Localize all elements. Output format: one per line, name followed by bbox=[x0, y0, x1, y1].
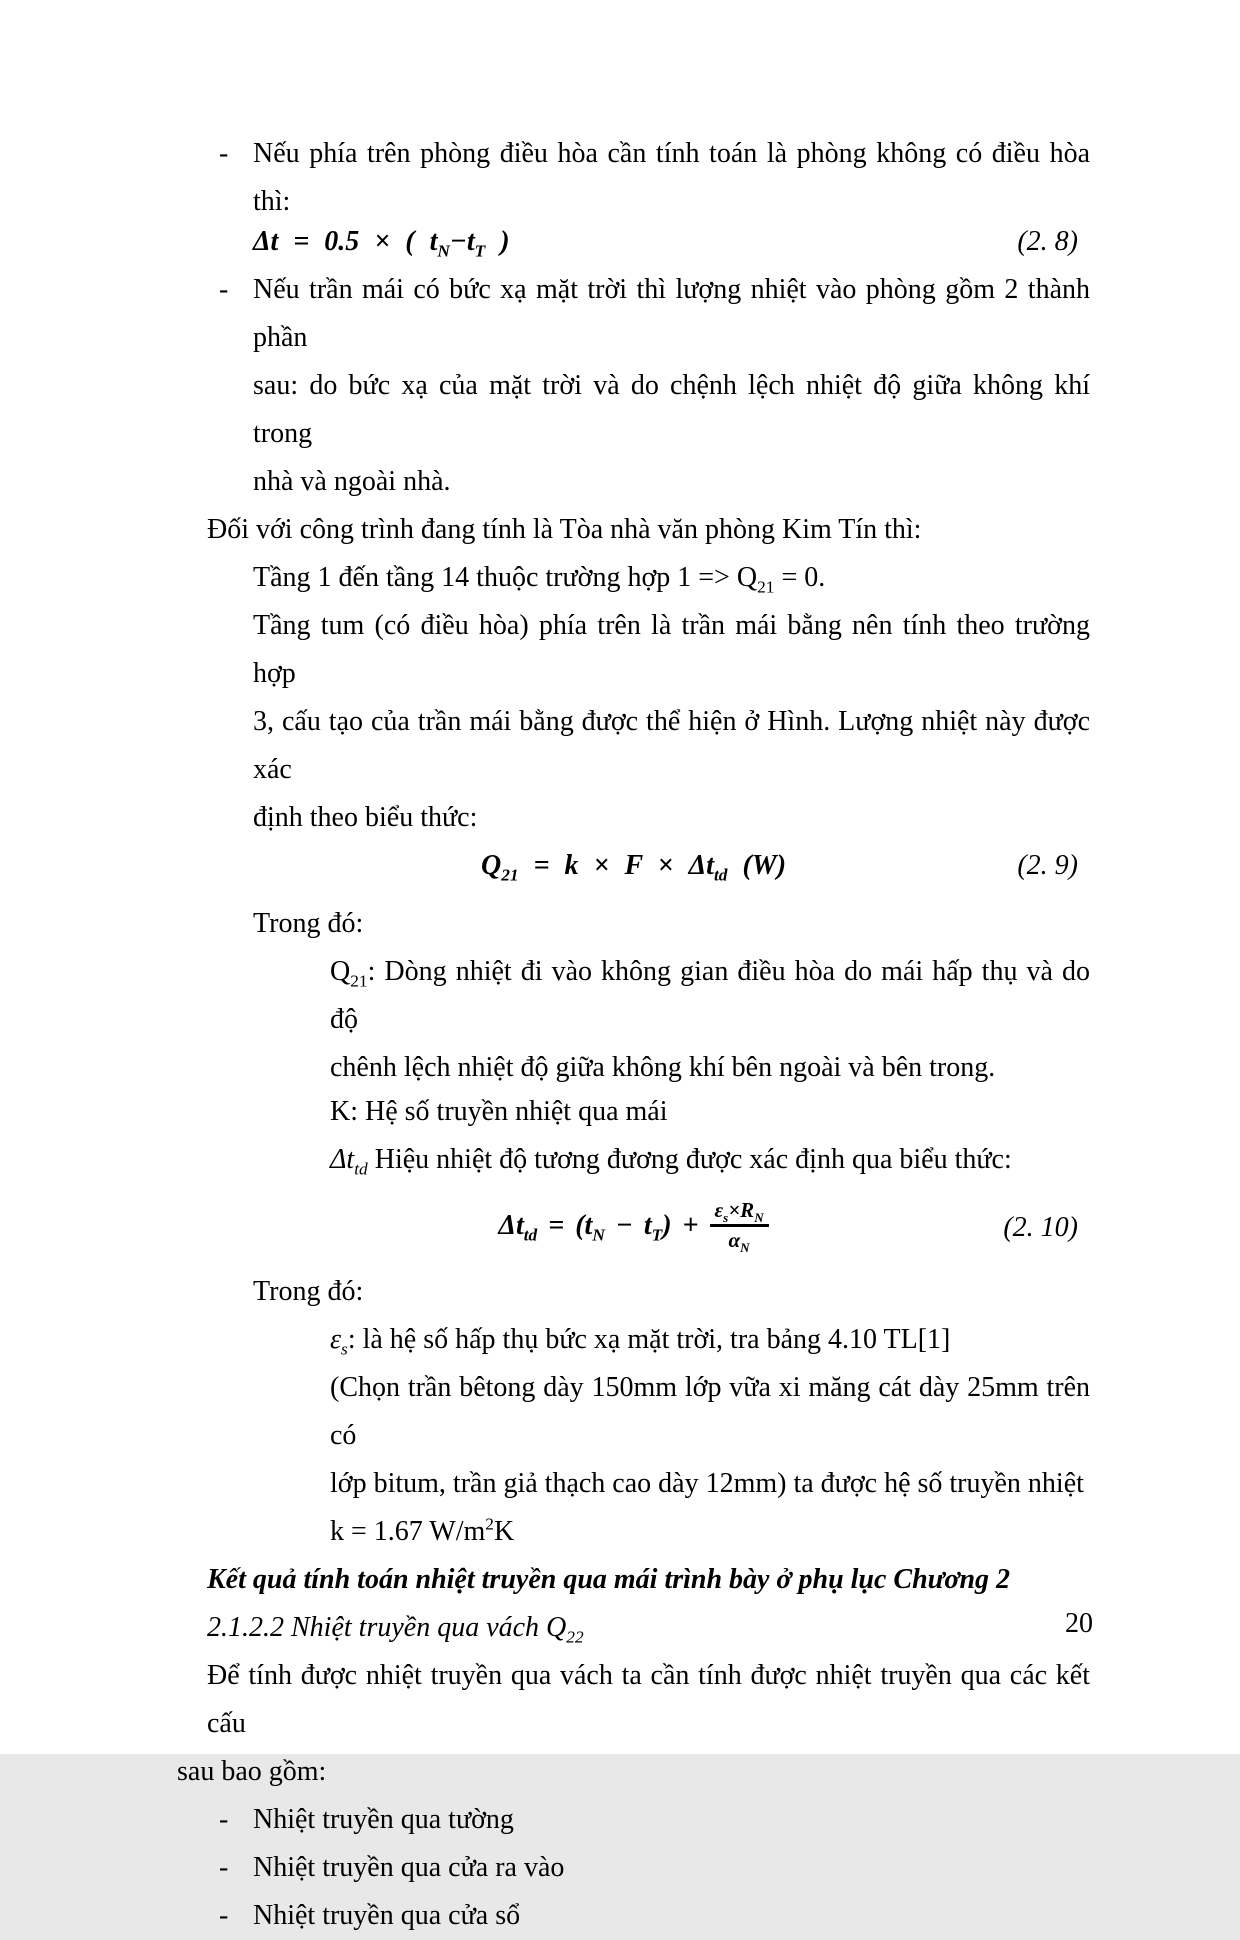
paragraph-line: sau bao gồm: bbox=[177, 1756, 327, 1787]
bullet-dash: - bbox=[219, 1804, 229, 1835]
bullet-dash: - bbox=[219, 1852, 229, 1883]
paragraph-tang-1: Tầng 1 đến tầng 14 thuộc trường hợp $1 => Q_{21} = 0$. bbox=[253, 562, 826, 597]
paragraph-chon-tran bbox=[330, 1364, 1090, 1508]
equation-number-2-10: (2. 10) bbox=[1003, 1212, 1078, 1243]
bullet-line: sau: do bức xạ của mặt trời và do chệnh lệch nhiệt độ giữa không khí trong bbox=[253, 370, 1090, 449]
equation-2-9-row bbox=[177, 842, 1090, 890]
fraction-denominator: $\alpha_N$ bbox=[728, 1227, 750, 1255]
bullet-line: Nhiệt truyền qua cửa sổ bbox=[253, 1900, 521, 1931]
subscript-21: 21 bbox=[501, 865, 519, 885]
equation-2-8-row bbox=[253, 218, 1090, 266]
paragraph-line: (Chọn trần bêtong dày 150mm lớp vữa xi măng cát dày 25mm trên có bbox=[330, 1372, 1090, 1451]
equation-2-9: $Q_{21} = k \times F \times \Delta t_{td}$ (W) bbox=[480, 850, 787, 885]
subscript-td: td bbox=[354, 1159, 368, 1179]
paragraph-line: lớp bitum, trần giả thạch cao dày 12mm) ta được hệ số truyền nhiệt bbox=[330, 1468, 1084, 1499]
equation-number-2-8: (2. 8) bbox=[1017, 226, 1078, 257]
paragraph-de-tinh bbox=[177, 1652, 1090, 1796]
paragraph-k-value: k = 1.67 $W/m^2K$ bbox=[330, 1514, 515, 1547]
epsilon-symbol: $\varepsilon_s$ bbox=[330, 1324, 348, 1359]
subscript-N: N bbox=[437, 241, 450, 261]
equation-2-10: $\Delta t_{td} = (t_N - t_T)$ + $\frac{\varepsilon_s\times R_N}{\alpha_N}$ bbox=[498, 1201, 768, 1254]
page-content bbox=[177, 130, 1090, 1940]
subscript-N: N bbox=[754, 1210, 764, 1226]
subscript-td: td bbox=[713, 865, 728, 885]
fraction bbox=[710, 1198, 769, 1255]
definition-epsilon-s: $\varepsilon_s$: là hệ số hấp thụ bức xạ mặt trời, tra bảng 4.10 TL[1] bbox=[330, 1324, 951, 1359]
subscript-N: N bbox=[592, 1226, 605, 1246]
bullet-item-tran-mai bbox=[177, 266, 1090, 506]
definition-q21 bbox=[330, 948, 1090, 1092]
paragraph-tang-tum bbox=[253, 602, 1090, 842]
superscript-2: 2 bbox=[485, 1514, 494, 1534]
bullet-line: Nếu trần mái có bức xạ mặt trời thì lượng nhiệt vào phòng gồm 2 thành phần bbox=[253, 274, 1090, 353]
subscript-21: 21 bbox=[350, 971, 368, 991]
definition-k: K: Hệ số truyền nhiệt qua mái bbox=[330, 1096, 668, 1127]
definition-line: $Q_{21}$: Dòng nhiệt đi vào không gian điều hòa do mái hấp thụ và do độ bbox=[330, 956, 1090, 1035]
bullet-dash: - bbox=[219, 1900, 229, 1931]
bullet-item-cua-ra-vao bbox=[177, 1844, 1090, 1892]
subscript-s: s bbox=[723, 1210, 729, 1226]
paragraph-line: Để tính được nhiệt truyền qua vách ta cần tính được nhiệt truyền qua các kết cấu bbox=[207, 1660, 1090, 1739]
paragraph-line: Tầng tum (có điều hòa) phía trên là trần mái bằng nên tính theo trường hợp bbox=[253, 610, 1090, 689]
definition-delta-t-td: $\Delta t_{td}$ Hiệu nhiệt độ tương đương được xác định qua biểu thức: bbox=[330, 1144, 1012, 1179]
paragraph-trong-do-2: Trong đó: bbox=[253, 1276, 364, 1307]
heading-ket-qua: Kết quả tính toán nhiệt truyền qua mái trình bày ở phụ lục Chương 2 bbox=[207, 1564, 1011, 1595]
equation-number-2-9: (2. 9) bbox=[1017, 850, 1078, 881]
subscript-21: 21 bbox=[757, 577, 775, 597]
delta-t-symbol: $\Delta t_{td}$ bbox=[330, 1144, 368, 1179]
bullet-dash: - bbox=[219, 274, 229, 305]
paragraph-doi-voi: Đối với công trình đang tính là Tòa nhà văn phòng Kim Tín thì: bbox=[207, 514, 922, 545]
equation-2-10-row bbox=[177, 1182, 1090, 1274]
bullet-line: nhà và ngoài nhà. bbox=[253, 466, 451, 497]
paragraph-line: định theo biểu thức: bbox=[253, 802, 478, 833]
bullet-line: Nếu phía trên phòng điều hòa cần tính toán là phòng không có điều hòa thì: bbox=[253, 138, 1090, 217]
subscript-td: td bbox=[523, 1226, 538, 1246]
subscript-22: 22 bbox=[566, 1627, 584, 1647]
subscript-T: T bbox=[651, 1226, 663, 1246]
bullet-item-cua-so bbox=[177, 1892, 1090, 1940]
bullet-line: Nhiệt truyền qua tường bbox=[253, 1804, 514, 1835]
bullet-item-dieu-hoa bbox=[177, 130, 1090, 266]
paragraph-trong-do-1: Trong đó: bbox=[253, 908, 364, 939]
subscript-N: N bbox=[740, 1239, 750, 1255]
bullet-dash: - bbox=[219, 138, 229, 169]
page-number: 20 bbox=[1065, 1608, 1093, 1639]
bullet-item-tuong bbox=[177, 1796, 1090, 1844]
bullet-line: Nhiệt truyền qua cửa ra vào bbox=[253, 1852, 565, 1883]
heading-2-1-2-2: 2.1.2.2 Nhiệt truyền qua vách $Q_{22}$ bbox=[207, 1612, 584, 1647]
subscript-T: T bbox=[474, 241, 486, 261]
paragraph-line: 3, cấu tạo của trần mái bằng được thể hiện ở Hình. Lượng nhiệt này được xác bbox=[253, 706, 1090, 785]
fraction-numerator: $\varepsilon_s\times R_N$ bbox=[710, 1198, 769, 1226]
definition-line: chênh lệch nhiệt độ giữa không khí bên ngoài và bên trong. bbox=[330, 1052, 996, 1083]
equation-2-8: Δt = 0.5 × ( $t_N-t_T$ ) bbox=[253, 226, 510, 261]
subscript-s: s bbox=[341, 1339, 348, 1359]
